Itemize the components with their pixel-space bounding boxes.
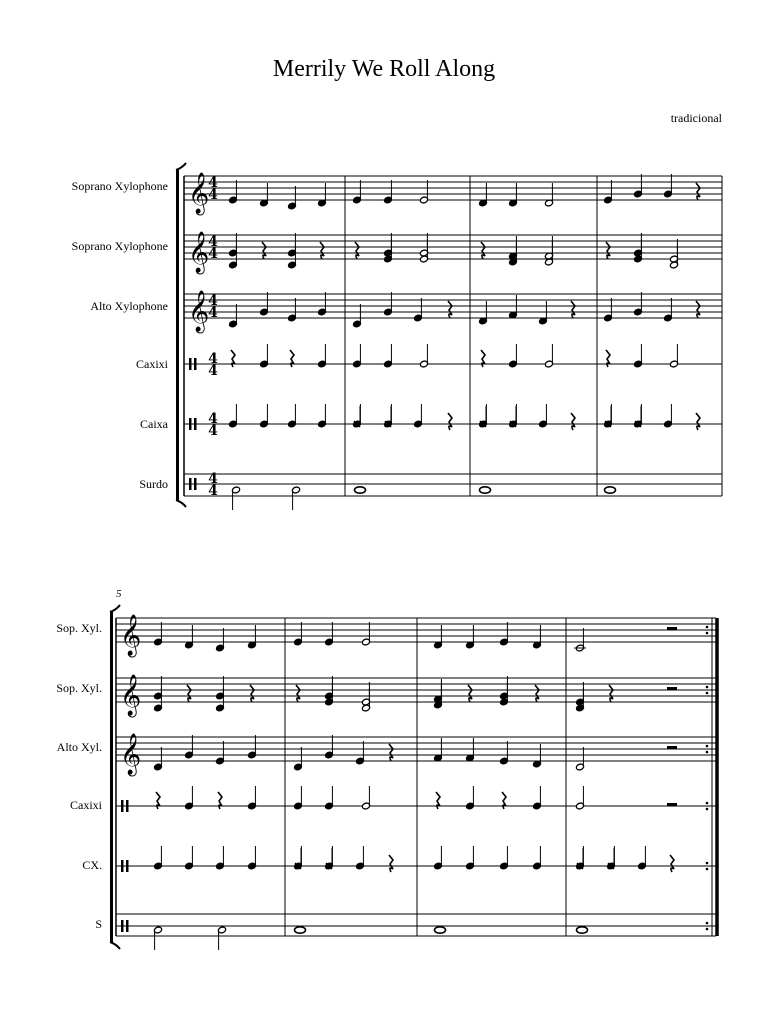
time-signature: 4 — [208, 293, 218, 309]
time-signature: 4 — [208, 363, 218, 379]
quarter-rest — [696, 413, 700, 430]
treble-clef: 𝄞 — [120, 675, 142, 716]
treble-clef: 𝄞 — [120, 734, 142, 775]
treble-clef: 𝄞 — [188, 291, 210, 332]
repeat-dot — [706, 922, 709, 925]
quarter-rest — [468, 685, 472, 702]
system-bracket — [176, 163, 186, 170]
instrument-name: CX. — [82, 858, 102, 872]
system-bracket — [110, 612, 113, 942]
quarter-rest — [389, 855, 393, 872]
quarter-rest — [696, 183, 700, 200]
half-rest — [667, 627, 677, 630]
time-signature: 4 — [208, 483, 218, 499]
instrument-name: Sop. Xyl. — [56, 621, 102, 635]
repeat-dot — [706, 862, 709, 865]
percussion-clef — [121, 920, 124, 932]
system-bracket — [176, 500, 186, 507]
half-rest — [667, 687, 677, 690]
percussion-clef — [126, 860, 129, 872]
repeat-dot — [706, 692, 709, 695]
whole-note — [577, 927, 588, 933]
instrument-name: S — [95, 917, 102, 931]
repeat-dot — [706, 802, 709, 805]
percussion-clef — [121, 860, 124, 872]
percussion-clef — [194, 358, 197, 370]
time-signature: 4 — [208, 423, 218, 439]
measure-number: 5 — [116, 588, 122, 600]
time-signature: 4 — [208, 246, 218, 262]
half-rest — [667, 746, 677, 749]
repeat-dot — [706, 751, 709, 754]
time-signature: 4 — [208, 411, 218, 427]
percussion-clef — [126, 800, 129, 812]
percussion-clef — [121, 800, 124, 812]
repeat-dot — [706, 632, 709, 635]
whole-note — [355, 487, 366, 493]
whole-note — [435, 927, 446, 933]
quarter-rest — [320, 242, 324, 259]
whole-note — [295, 927, 306, 933]
repeat-dot — [706, 868, 709, 871]
whole-note — [605, 487, 616, 493]
time-signature: 4 — [208, 187, 218, 203]
quarter-rest — [355, 242, 359, 259]
time-signature: 4 — [208, 471, 218, 487]
instrument-name: Sop. Xyl. — [56, 681, 102, 695]
time-signature: 4 — [208, 351, 218, 367]
quarter-rest — [571, 413, 575, 430]
instrument-name: Caxixi — [136, 357, 168, 371]
system-bracket — [176, 170, 179, 500]
percussion-clef — [189, 418, 192, 430]
percussion-clef — [126, 920, 129, 932]
instrument-name: Caixa — [140, 417, 168, 431]
quarter-rest — [187, 685, 191, 702]
quarter-rest — [262, 242, 266, 259]
quarter-rest — [389, 744, 393, 761]
percussion-clef — [194, 418, 197, 430]
instrument-name: Caxixi — [70, 798, 102, 812]
composer: tradicional — [670, 111, 722, 125]
quarter-rest — [606, 242, 610, 259]
quarter-rest — [571, 301, 575, 318]
system-bracket — [110, 605, 120, 612]
quarter-rest — [481, 242, 485, 259]
treble-clef: 𝄞 — [188, 173, 210, 214]
quarter-rest — [696, 301, 700, 318]
repeat-dot — [706, 745, 709, 748]
repeat-dot — [706, 626, 709, 629]
time-signature: 4 — [208, 234, 218, 250]
instrument-name: Soprano Xylophone — [71, 179, 168, 193]
treble-clef: 𝄞 — [188, 232, 210, 273]
quarter-rest — [609, 685, 613, 702]
quarter-rest — [448, 301, 452, 318]
time-signature: 4 — [208, 175, 218, 191]
repeat-dot — [706, 928, 709, 931]
score-title: Merrily We Roll Along — [272, 56, 496, 82]
treble-clef: 𝄞 — [120, 615, 142, 656]
repeat-dot — [706, 808, 709, 811]
percussion-clef — [194, 478, 197, 490]
quarter-rest — [296, 685, 300, 702]
quarter-rest — [250, 685, 254, 702]
half-rest — [667, 803, 677, 806]
whole-note — [480, 487, 491, 493]
quarter-rest — [670, 855, 674, 872]
instrument-name: Soprano Xylophone — [71, 239, 168, 253]
system-bracket — [110, 942, 120, 949]
instrument-name: Alto Xylophone — [90, 299, 168, 313]
percussion-clef — [189, 478, 192, 490]
time-signature: 4 — [208, 305, 218, 321]
instrument-name: Surdo — [139, 477, 168, 491]
quarter-rest — [535, 685, 539, 702]
quarter-rest — [448, 413, 452, 430]
repeat-dot — [706, 686, 709, 689]
instrument-name: Alto Xyl. — [56, 740, 102, 754]
percussion-clef — [189, 358, 192, 370]
